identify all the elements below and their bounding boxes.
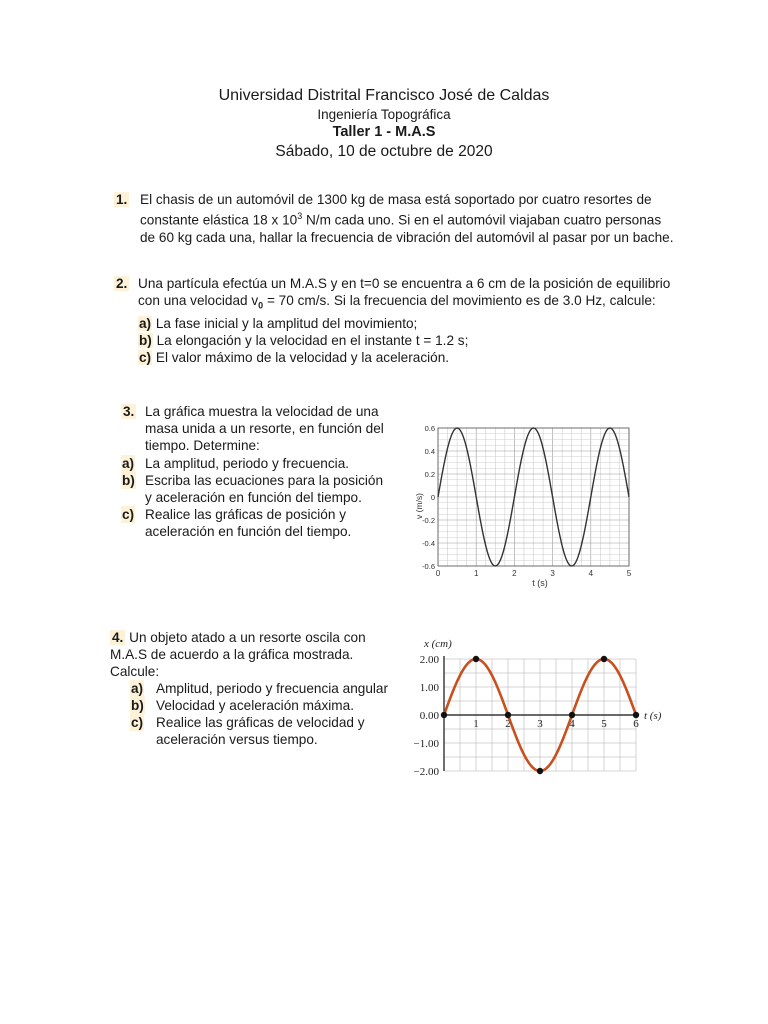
x-tick-label: 2 [512,569,517,578]
question-2-item-a [138,315,678,332]
item-letter: b) [139,332,152,348]
x-tick-label: 3 [537,718,543,730]
item-letter: b) [122,473,135,488]
program-name: Ingeniería Topográfica [317,107,451,122]
question-3-number: 3. [123,404,135,419]
velocity-chart [412,418,637,590]
university-name: Universidad Distrital Francisco José de Caldas [218,87,550,104]
question-2-text-a: Una partícula efectúa un M.A.S y en t=0 se encuentra a 6 cm de la posición de equilibrio con una velocidad v [138,276,671,308]
item-letter: a) [122,456,135,471]
x-tick-label: 0 [435,569,441,578]
y-axis-label: x (cm) [424,638,452,650]
question-4-items [130,680,390,748]
x-tick-label: 5 [601,718,607,730]
question-4-item-c [130,714,390,748]
y-tick-label: 2.00 [419,654,439,666]
question-4-item-b [130,697,390,714]
data-point [633,712,639,718]
item-text: La amplitud, periodo y frecuencia. [145,456,350,471]
y-tick-label: −2.00 [413,766,439,778]
item-text: Amplitud, periodo y frecuencia angular [156,681,388,696]
y-tick-label: -0.2 [422,516,435,525]
question-4-text: Un objeto atado a un resorte oscila con M.A.S de acuerdo a la gráfica mostrada. Calcule: [110,630,366,679]
x-tick-label: 2 [505,718,511,730]
workshop-date: Sábado, 10 de octubre de 2020 [275,143,493,160]
item-text: Escriba las ecuaciones para la posición y aceleración en función del tiempo. [145,473,384,505]
y-tick-label: -0.6 [422,562,435,571]
chart-grid [444,656,636,771]
item-letter: c) [131,715,144,730]
question-2-text [138,275,678,366]
item-letter: c) [139,349,152,365]
x-tick-label: 1 [473,569,479,578]
y-tick-label: 0.6 [424,424,435,433]
question-3-items [121,455,391,540]
exponent: 3 [297,211,303,221]
item-letter: c) [122,507,135,522]
question-4-intro [110,630,366,679]
x-tick-label: 4 [588,569,594,578]
question-2-item-c [138,349,678,366]
question-2 [114,275,684,365]
question-1-number: 1. [116,192,128,207]
x-tick-label: 3 [550,569,555,578]
data-point [441,712,447,718]
data-point [473,656,479,662]
y-tick-label: 0.00 [419,710,439,722]
question-2-text-b: = 70 cm/s. Si la frecuencia del movimiento es de 3.0 Hz, calcule: [263,293,656,308]
item-text: La fase inicial y la amplitud del movimiento; [155,315,418,331]
question-2-item-b [138,332,678,349]
data-point [505,712,511,718]
question-1-text [140,191,680,246]
question-4 [110,629,390,748]
y-tick-label: −1.00 [413,738,439,750]
question-4-number: 4. [112,630,124,645]
x-axis-label: t (s) [532,578,548,588]
item-letter: b) [131,698,144,713]
y-tick-label: 0 [430,493,435,502]
y-tick-label: 0.2 [424,470,435,479]
question-1-text-a: El chasis de un automóvil de 1300 kg de masa está soportado por cuatro resortes de constante elástica 18 x 10 [140,192,652,228]
item-letter: a) [139,315,152,331]
item-text: El valor máximo de la velocidad y la aceleración. [155,349,450,365]
question-4-item-a [130,680,390,697]
y-tick-label: 1.00 [419,682,439,694]
item-text: La elongación y la velocidad en el instante t = 1.2 s; [156,332,469,348]
question-3 [121,403,391,539]
question-3-item-c [121,506,391,540]
document-header [0,86,768,162]
data-point [601,656,607,662]
y-tick-label: -0.4 [422,539,435,548]
x-tick-label: 5 [626,569,632,578]
question-3-item-b [121,472,391,506]
position-chart [404,632,666,780]
item-text: Velocidad y aceleración máxima. [156,698,354,713]
data-point [569,712,575,718]
question-3-text: La gráfica muestra la velocidad de una masa unida a un resorte, en función del tiempo. Determine: [145,404,384,453]
item-text: Realice las gráficas de posición y aceleración en función del tiempo. [145,507,352,539]
item-letter: a) [131,681,144,696]
x-axis-label: t (s) [644,710,662,722]
question-3-item-a [121,455,391,472]
x-tick-label: 4 [569,718,575,730]
question-2-number: 2. [116,276,128,291]
y-tick-label: 0.4 [424,447,435,456]
x-tick-label: 6 [633,718,639,730]
data-point [537,768,543,774]
workshop-title: Taller 1 - M.A.S [332,124,436,140]
subscript: 0 [258,300,264,311]
item-text: Realice las gráficas de velocidad y aceleración versus tiempo. [156,715,365,747]
question-1 [114,191,684,245]
question-1-text-b: N/m cada uno. Si en el automóvil viajaban cuatro personas de 60 kg cada una, hallar la frecuencia de vibración del automóvil al pasar por un bache. [140,212,674,245]
y-axis-label: v (m/s) [414,493,424,519]
x-tick-label: 1 [473,718,479,730]
